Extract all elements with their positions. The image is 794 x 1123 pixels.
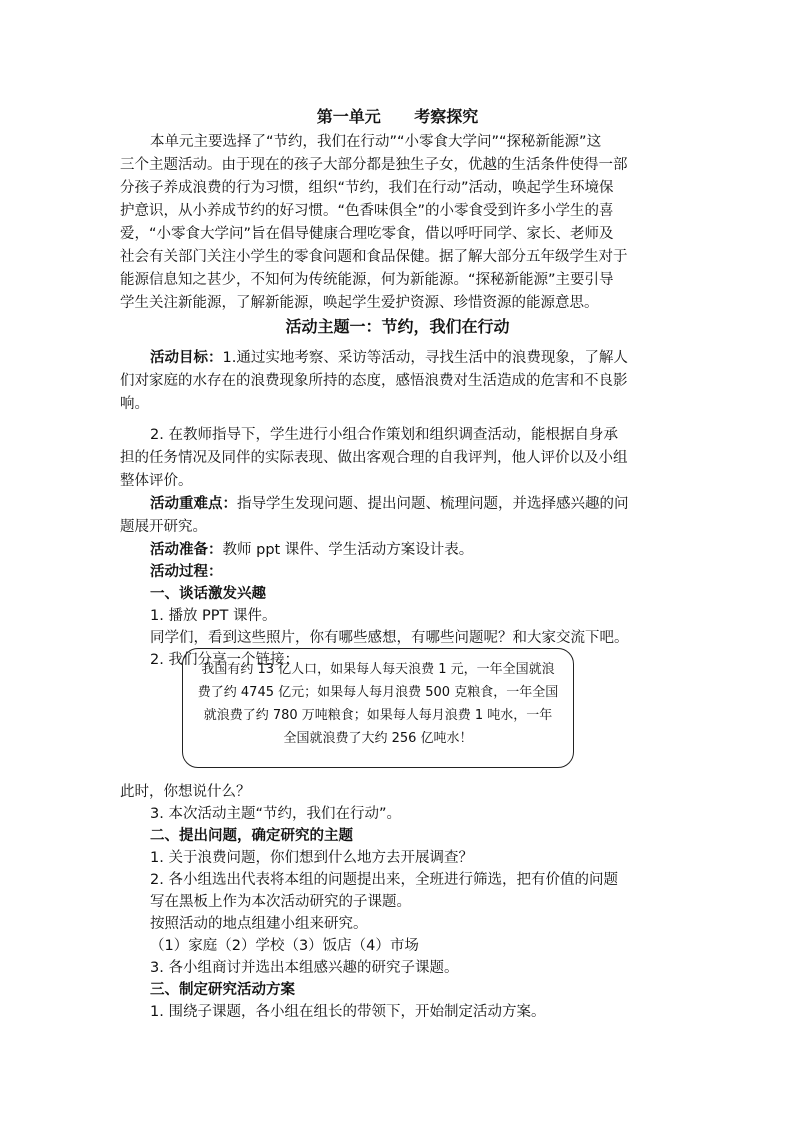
s2-item-2: 2. 各小组选出代表将本组的问题提出来，全班进行筛选，把有价值的问题 <box>150 872 618 888</box>
s2-item-3: 3. 各小组商讨并选出本组感兴趣的研究子课题。 <box>150 960 459 976</box>
intro-line: 分孩子养成浪费的行为习惯，组织“节约，我们在行动”活动，唤起学生环境保 <box>120 180 614 196</box>
key-text: 指导学生发现问题、提出问题、梳理问题，并选择感兴趣的问 <box>237 496 629 512</box>
s2-item-2-cont: 写在黑板上作为本次活动研究的子课题。 <box>150 894 411 910</box>
prep-text: 教师 ppt 课件、学生活动方案设计表。 <box>222 542 474 558</box>
intro-line: 本单元主要选择了“节约，我们在行动”“小零食大学问”“探秘新能源”这 <box>150 134 602 150</box>
s1-item-3: 3. 本次活动主题“节约，我们在行动”。 <box>150 806 401 822</box>
intro-line: 社会有关部门关注小学生的零食问题和食品保健。据了解大部分五年级学生对于 <box>120 249 628 265</box>
prep-line <box>150 540 675 561</box>
section-2-title: 二、提出问题，确定研究的主题 <box>150 828 353 844</box>
s3-item-1: 1. 围绕子课题，各小组在组长的带领下，开始制定活动方案。 <box>150 1004 546 1020</box>
callout-line: 费了约 4745 亿元；如果每人每月浪费 500 克粮食，一年全国 <box>197 685 559 700</box>
intro-line: 护意识，从小养成节约的好习惯。“色香味俱全”的小零食受到许多小学生的喜 <box>120 203 614 219</box>
goal2-line: 整体评价。 <box>120 473 193 489</box>
intro-line: 能源信息知之甚少，不知何为传统能源，何为新能源。“探秘新能源”主要引导 <box>120 272 614 288</box>
goal2-line: 担的任务情况及同伴的实际表现、做出客观合理的自我评判，他人评价以及小组 <box>120 450 628 466</box>
goal2-line: 2. 在教师指导下，学生进行小组合作策划和组织调查活动，能根据自身承 <box>150 427 618 443</box>
s2-item-1: 1. 关于浪费问题，你们想到什么地方去开展调查？ <box>150 850 473 866</box>
section-1-title: 一、谈话激发兴趣 <box>150 586 266 602</box>
goal-label: 活动目标： <box>150 350 223 366</box>
key-line: 题展开研究。 <box>120 519 207 535</box>
goal-text: 1.通过实地考察、采访等活动，寻找生活中的浪费现象，了解人 <box>222 350 628 366</box>
goal-line <box>150 348 675 369</box>
section-3-title: 三、制定研究活动方案 <box>150 982 295 998</box>
intro-line: 三个主题活动。由于现在的孩子大部分都是独生子女，优越的生活条件使得一部 <box>120 157 628 173</box>
key-line <box>150 494 675 515</box>
callout-line: 我国有约 13 亿人口，如果每人每天浪费 1 元，一年全国就浪 <box>201 662 555 677</box>
s2-places: （1）家庭（2）学校（3）饭店（4）市场 <box>150 938 419 954</box>
intro-line: 爱，“小零食大学问”旨在倡导健康合理吃零食，借以呼吁同学、家长、老师及 <box>120 226 614 242</box>
callout-line: 就浪费了约 780 万吨粮食；如果每人每月浪费 1 吨水，一年 <box>203 708 553 723</box>
goal-line: 响。 <box>120 396 149 412</box>
s1-item-2: 2. 我们分享一个链接： <box>150 652 299 668</box>
callout-line: 全国就浪费了大约 256 亿吨水！ <box>283 731 473 746</box>
intro-line: 学生关注新能源，了解新能源，唤起学生爱护资源、珍惜资源的能源意思。 <box>120 295 599 311</box>
unit-title: 第一单元 考察探究 <box>316 107 479 126</box>
s2-text: 按照活动的地点组建小组来研究。 <box>150 916 368 932</box>
s1-item-1: 1. 播放 PPT 课件。 <box>150 608 277 624</box>
after-box-text: 此时，你想说什么？ <box>120 784 251 800</box>
goal-line: 们对家庭的水存在的浪费现象所持的态度，感悟浪费对生活造成的危害和不良影 <box>120 373 628 389</box>
prep-label: 活动准备： <box>150 542 223 558</box>
s1-text: 同学们，看到这些照片，你有哪些感想，有哪些问题呢？和大家交流下吧。 <box>150 630 629 646</box>
key-label: 活动重难点： <box>150 496 237 512</box>
theme-title: 活动主题一：节约，我们在行动 <box>285 317 510 336</box>
process-label: 活动过程： <box>150 564 223 580</box>
